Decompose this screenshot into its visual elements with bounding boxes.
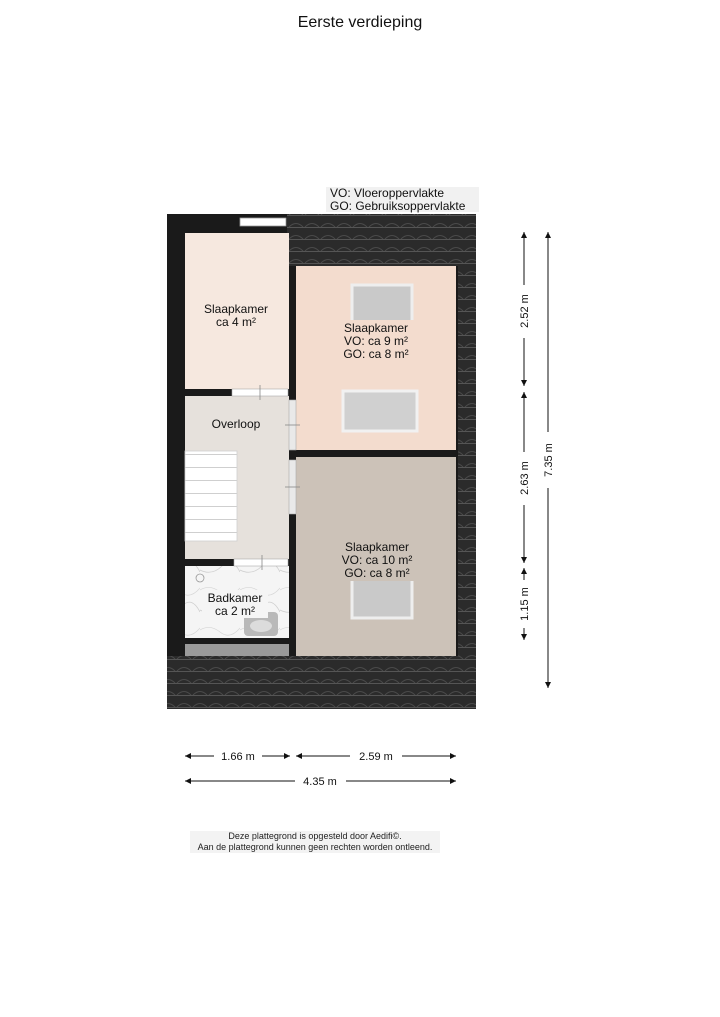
dim-depth-bottom-label: 1.15 m xyxy=(519,587,531,621)
top-window xyxy=(240,218,286,226)
dim-depth-mid-label: 2.63 m xyxy=(519,461,531,495)
label-overloop-name: Overloop xyxy=(211,417,261,431)
label-slaapkamer-bottom-name: Slaapkamer xyxy=(344,540,410,554)
label-slaapkamer-top-name: Slaapkamer xyxy=(343,321,409,335)
disclaimer-line-1: Deze plattegrond is opgesteld door Aedifi©. xyxy=(228,831,402,841)
label-slaapkamer-bottom-go: GO: ca 8 m² xyxy=(344,566,410,580)
label-badkamer xyxy=(202,590,268,618)
roof-tiles-top xyxy=(287,214,476,266)
skylight-top-1 xyxy=(352,285,412,325)
label-slaapkamer-top-go: GO: ca 8 m² xyxy=(343,347,409,361)
label-badkamer-name: Badkamer xyxy=(207,591,263,605)
dim-width-total-label: 4.35 m xyxy=(303,776,337,788)
dim-width-left-label: 1.66 m xyxy=(221,751,255,763)
label-slaapkamer-top-vo: VO: ca 9 m² xyxy=(343,334,409,348)
skylight-bottom xyxy=(352,578,412,618)
dim-depth-total-label: 7.35 m xyxy=(543,443,555,477)
label-slaapkamer-small-name: Slaapkamer xyxy=(203,302,269,316)
disclaimer-line-2: Aan de plattegrond kunnen geen rechten worden ontleend. xyxy=(197,842,433,852)
dim-depth-top-label: 2.52 m xyxy=(519,294,531,328)
label-slaapkamer-bottom xyxy=(334,539,420,581)
disclaimer xyxy=(190,831,440,853)
roof-tiles-bottom xyxy=(167,656,476,709)
label-overloop xyxy=(205,415,267,433)
badkamer-lower-strip xyxy=(185,644,289,656)
label-slaapkamer-bottom-vo: VO: ca 10 m² xyxy=(341,553,413,567)
door-badkamer xyxy=(234,559,288,566)
page-title: Eerste verdieping xyxy=(297,14,423,31)
label-slaapkamer-top xyxy=(336,320,416,362)
dim-width-right-label: 2.59 m xyxy=(359,751,393,763)
sink-basin-icon xyxy=(250,620,272,632)
legend-vo: VO: Vloeroppervlakte xyxy=(330,186,445,200)
label-slaapkamer-small xyxy=(198,300,274,330)
label-slaapkamer-small-area: ca 4 m² xyxy=(215,315,257,329)
legend-go: GO: Gebruiksoppervlakte xyxy=(330,198,466,213)
skylight-top-2 xyxy=(343,391,417,431)
label-badkamer-area: ca 2 m² xyxy=(214,604,256,618)
stairs xyxy=(185,451,237,541)
roof-tiles-right xyxy=(458,214,476,709)
